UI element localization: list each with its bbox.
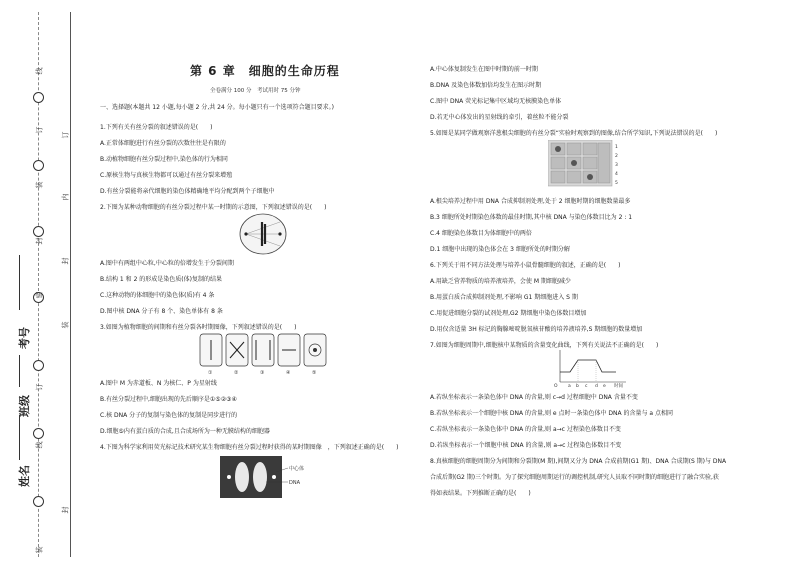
cut-char: 订 <box>35 126 44 134</box>
fig7-tick: d <box>595 384 598 388</box>
exam-number-label: 考号 <box>18 327 31 349</box>
fig3-label: ③ <box>260 370 265 376</box>
option-3d: D.细胞⑤内有蛋白质的合成,且合成场所为一种无膜结构的细胞器 <box>100 428 270 435</box>
option-1b: B.动植物细胞有丝分裂过程中,染色体的行为相同 <box>100 156 228 163</box>
option-5d: D.1 细胞中出现的染色体会在 3 细胞所处的时期分解 <box>430 246 570 253</box>
option-6a: A.用缺乏营养物质的培养液培养，会使 M 期细胞减少 <box>430 278 571 285</box>
name-line <box>19 415 20 460</box>
fig7-tick: b <box>576 384 579 388</box>
fig5-label: 1 <box>615 145 618 150</box>
figure-q7-curve <box>552 348 632 388</box>
option-4b: B.DNA 及染色体数加倍均发生在图示时期 <box>430 82 542 89</box>
fig7-axis-label: 时间 <box>614 384 623 388</box>
option-2d: D.图中核 DNA 分子有 8 个、染色单体有 8 条 <box>100 308 223 315</box>
binding-hole <box>33 496 44 507</box>
fig5-label: 4 <box>615 172 618 177</box>
question-8-line3: 得如表结果。下列推断正确的是( ) <box>430 490 531 497</box>
option-7d: D.若纵坐标表示一个细胞中核 DNA 的含量,则 a→c 过程染色体数目不变 <box>430 442 622 449</box>
cut-char: 封 <box>61 257 70 265</box>
question-6: 6.下列关于用不同方法处理与培养小鼠骨髓细胞的叙述，正确的是( ) <box>430 262 621 269</box>
class-label: 班级 <box>18 395 31 417</box>
section-heading: 一、选择题(本题共 12 小题,每小题 2 分,共 24 分。每小题只有一个选项符合题目要求。) <box>100 104 335 111</box>
fig3-label: ② <box>234 370 239 376</box>
figure-q5-micrograph <box>548 140 628 188</box>
question-7: 7.如图为细胞周期中,细胞核中某物质的含量变化曲线，下列有关说法不正确的是( ) <box>430 342 659 349</box>
option-6b: B.用蛋白质合成抑制剂处理,不影响 G1 期细胞进入 S 期 <box>430 294 578 301</box>
chapter-title: 第 6 章 细胞的生命历程 <box>190 64 340 78</box>
binding-hole <box>33 92 44 103</box>
option-5a: A.根尖培养过程中用 DNA 合成抑制剂处理,处于 2 细胞时期的细胞数量最多 <box>430 198 631 205</box>
option-2b: B.结构 1 和 2 的形成是染色质(体)复制的结果 <box>100 276 222 283</box>
fig4-label-centrosome: 中心体 <box>289 466 305 472</box>
figure-q3-cells <box>198 332 328 376</box>
option-7a: A.若纵坐标表示一条染色体中 DNA 的含量,则 c→d 过程细胞中 DNA 含量不变 <box>430 394 638 401</box>
option-6d: D.用仅含适量 3H 标记的胸腺嘧啶脱氧核苷酸的培养液培养,S 期细胞的数量增加 <box>430 326 643 333</box>
cut-char: 订 <box>61 131 70 139</box>
option-2a: A.图中有两组中心粒,中心粒的倍增发生于分裂间期 <box>100 260 234 267</box>
cut-char: 订 <box>35 383 44 391</box>
fig3-label: ④ <box>286 370 291 376</box>
option-7c: C.若纵坐标表示一条染色体中 DNA 的含量,则 a→c 过程染色体数目不变 <box>430 426 621 433</box>
cut-char: 装 <box>35 546 44 554</box>
name-label: 姓名 <box>18 465 31 487</box>
question-3: 3.如图为植物细胞的间期和有丝分裂各时期图像，下列叙述错误的是( ) <box>100 324 297 331</box>
question-8-line1: 8.真核细胞的细胞周期分为间期和分裂期(M 期),间期又分为 DNA 合成前期(G1 期)、DNA 合成期(S 期)与 DNA <box>430 458 727 465</box>
cut-char: 密 <box>35 291 44 299</box>
question-4: 4.下图为科学家利用荧光标记技术研究某生物细胞有丝分裂过程时获得的某时期图像 ，下列叙述正确的是( ) <box>100 444 399 451</box>
option-4d: D.若无中心体发出的星射线的牵引，着丝粒不能分裂 <box>430 114 569 121</box>
exam-subtitle: 全卷满分 100 分 考试用时 75 分钟 <box>210 88 301 94</box>
exam-number-line <box>19 255 20 310</box>
option-5c: C.4 细胞染色体数目为体细胞中的两倍 <box>430 230 532 237</box>
question-2: 2.下图为某种动物细胞的有丝分裂过程中某一时期的示意图，下列叙述错误的是( ) <box>100 204 327 211</box>
question-1: 1.下列有关有丝分裂的叙述错误的是( ) <box>100 124 213 131</box>
figure-q2-cell <box>238 212 288 256</box>
binding-hole <box>33 428 44 439</box>
fig7-tick: c <box>585 384 588 388</box>
fig3-label: ① <box>208 370 213 376</box>
option-4a: A.中心体复制发生在图中时期的前一时期 <box>430 66 538 73</box>
binding-border <box>70 12 71 557</box>
fig7-origin: O <box>554 384 558 388</box>
option-4c: C.图中 DNA 荧光标记集中区域均无核膜染色单体 <box>430 98 562 105</box>
option-1a: A.正常体细胞进行有丝分裂的次数往往是有限的 <box>100 140 226 147</box>
option-6c: C.用促进细胞分裂的试剂处理,G2 期细胞中染色体数目增加 <box>430 310 587 317</box>
binding-hole <box>33 360 44 371</box>
option-3a: A.图中 M 为赤道板、N 为核仁、P 为星射线 <box>100 380 217 387</box>
binding-hole <box>33 160 44 171</box>
binding-strip <box>0 0 88 562</box>
option-7b: B.若纵坐标表示一个细胞中核 DNA 的含量,则 e 点时一条染色体中 DNA 的含量与 a 点相同 <box>430 410 673 417</box>
cut-char: 装 <box>61 321 70 329</box>
fig5-label: 3 <box>615 163 618 168</box>
question-5: 5.如图是某同学做观察洋葱根尖细胞的有丝分裂“实验时观察到的图像,结合所学知识,下列说法错误的是( ) <box>430 130 718 137</box>
option-1c: C.原核生物与真核生物都可以通过有丝分裂来增殖 <box>100 172 233 179</box>
cut-char: 装 <box>35 181 44 189</box>
cut-char: 内 <box>61 193 70 201</box>
cut-char: 封 <box>35 237 44 245</box>
option-2c: C.这种动物的体细胞中的染色体(质)有 4 条 <box>100 292 215 299</box>
cut-char: 线 <box>35 441 44 449</box>
option-3b: B.有丝分裂过程中,细胞出现的先后顺序是①⑤②③④ <box>100 396 237 403</box>
fig5-label: 2 <box>615 154 618 159</box>
cut-char: 线 <box>35 67 44 75</box>
fig5-label: 5 <box>615 181 618 186</box>
option-3c: C.核 DNA 分子的复制与染色体的复制是同步进行的 <box>100 412 238 419</box>
option-1d: D.有丝分裂能将亲代细胞的染色体精确地平均分配到两个子细胞中 <box>100 188 275 195</box>
question-8-line2: 合成后期(G2 期)三个时期。为了探究细胞周期运行的调控机制,研究人员取不同时期的细胞进行了融合实验,获 <box>430 474 719 481</box>
fig4-label-dna: DNA <box>289 480 301 486</box>
fig7-tick: a <box>568 384 571 388</box>
option-5b: B.3 细胞所处时期染色体数的最佳时期,其中核 DNA 与染色体数目比为 2 : 1 <box>430 214 633 221</box>
fig7-tick: e <box>603 384 606 388</box>
figure-q4-fluorescence <box>220 456 320 500</box>
fig3-label: ⑤ <box>312 370 317 376</box>
cut-char: 封 <box>61 506 70 514</box>
binding-hole <box>33 226 44 237</box>
class-line <box>19 355 20 387</box>
